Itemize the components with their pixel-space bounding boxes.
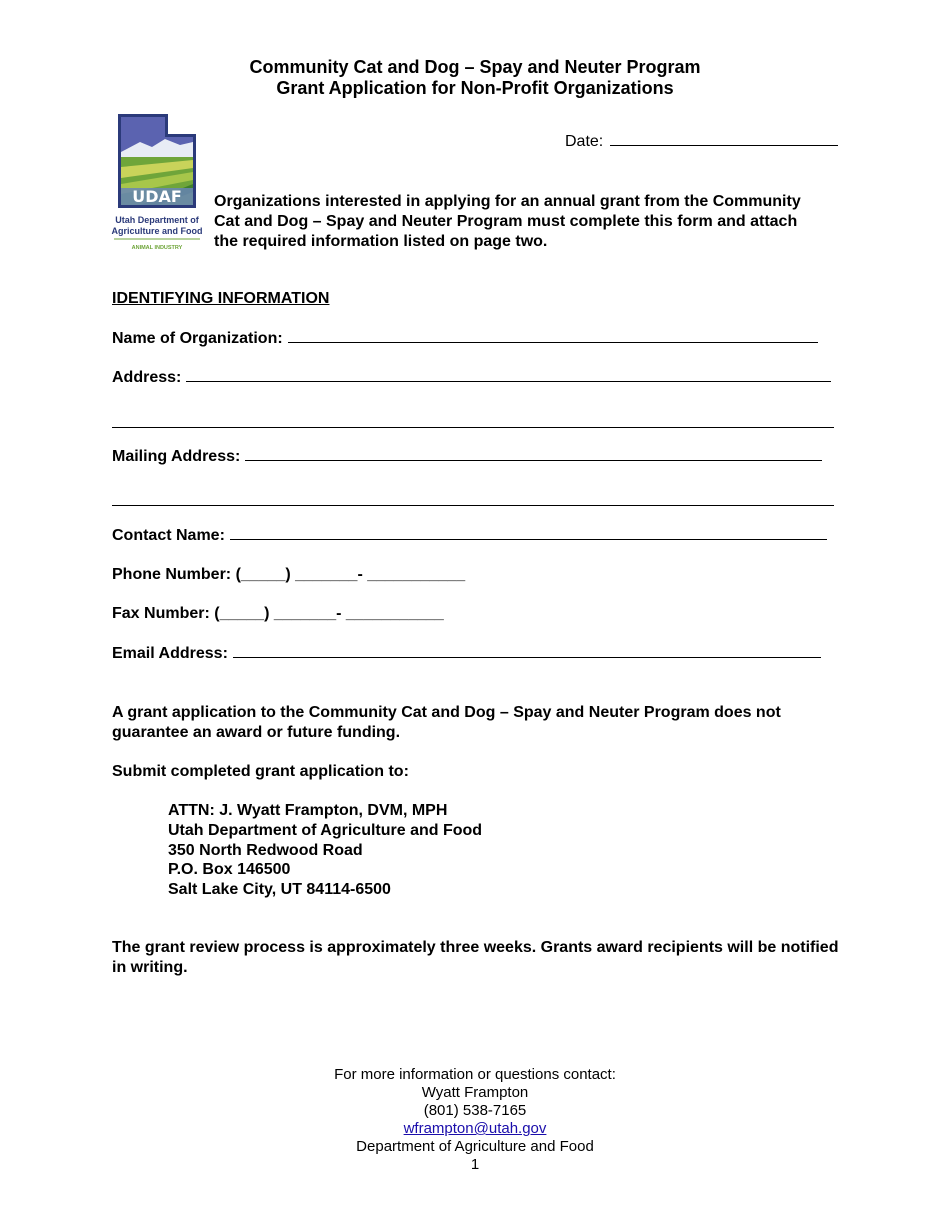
mailing-address-field[interactable]: [245, 459, 822, 461]
mailing-address-row: [112, 448, 822, 466]
address-field-line-2[interactable]: [112, 426, 834, 428]
submit-label: Submit completed grant application to:: [112, 763, 409, 780]
date-field[interactable]: [610, 144, 838, 146]
footer-name: Wyatt Frampton: [421, 1084, 529, 1101]
mailing-address-field-line-2[interactable]: [112, 504, 834, 506]
address-line: Utah Department of Agriculture and Food: [168, 821, 483, 839]
email-label: Email Address:: [112, 645, 228, 662]
title-line-1: Community Cat and Dog – Spay and Neuter Program: [249, 57, 701, 77]
udaf-logo: [110, 112, 204, 254]
page-number: 1: [470, 1156, 480, 1173]
email-row: [112, 645, 821, 663]
contact-name-row: [112, 527, 827, 545]
mailing-address-block: [168, 801, 482, 900]
footer-department: Department of Agriculture and Food: [356, 1138, 594, 1155]
organization-field[interactable]: [288, 341, 818, 343]
address-line: P.O. Box 146500: [168, 861, 291, 879]
logo-line-2: Agriculture and Food: [111, 226, 203, 236]
footer-line-1: For more information or questions contact:: [334, 1066, 616, 1083]
fax-field[interactable]: Fax Number: (_____) _______- ___________: [112, 605, 444, 622]
date-row: [565, 133, 838, 151]
logo-acronym: UDAF: [132, 187, 182, 206]
fax-row[interactable]: [112, 605, 444, 623]
phone-row[interactable]: [112, 566, 465, 584]
logo-line-1: Utah Department of: [115, 215, 199, 225]
date-label: Date:: [565, 133, 604, 150]
logo-division: ANIMAL INDUSTRY: [131, 245, 183, 251]
address-line: 350 North Redwood Road: [168, 841, 363, 859]
organization-row: [112, 330, 818, 348]
address-field[interactable]: [186, 380, 831, 382]
address-label: Address:: [112, 369, 182, 386]
footer-phone: (801) 538-7165: [423, 1102, 527, 1119]
title-line-2: Grant Application for Non-Profit Organizations: [276, 78, 674, 98]
disclaimer-paragraph: A grant application to the Community Cat and Dog – Spay and Neuter Program does not guarantee an award or future funding.: [112, 704, 781, 741]
organization-label: Name of Organization:: [112, 330, 283, 347]
footer-contact: [0, 1066, 950, 1174]
contact-name-label: Contact Name:: [112, 527, 225, 544]
mailing-address-label: Mailing Address:: [112, 448, 241, 465]
address-row: [112, 369, 831, 387]
review-note: The grant review process is approximately three weeks. Grants award recipients will be notified in writing.: [112, 939, 839, 976]
phone-field[interactable]: Phone Number: (_____) _______- ___________: [112, 566, 466, 583]
address-line: ATTN: J. Wyatt Frampton, DVM, MPH: [168, 802, 448, 819]
email-field[interactable]: [233, 656, 821, 658]
contact-name-field[interactable]: [230, 538, 827, 540]
address-line: Salt Lake City, UT 84114-6500: [168, 881, 391, 899]
footer-email-link[interactable]: wframpton@utah.gov: [403, 1120, 547, 1137]
section-heading: IDENTIFYING INFORMATION: [112, 290, 330, 307]
intro-paragraph: Organizations interested in applying for an annual grant from the Community Cat and Dog – Spay and Neuter Program must complete this form and attach the required information listed on page two.: [214, 193, 801, 250]
